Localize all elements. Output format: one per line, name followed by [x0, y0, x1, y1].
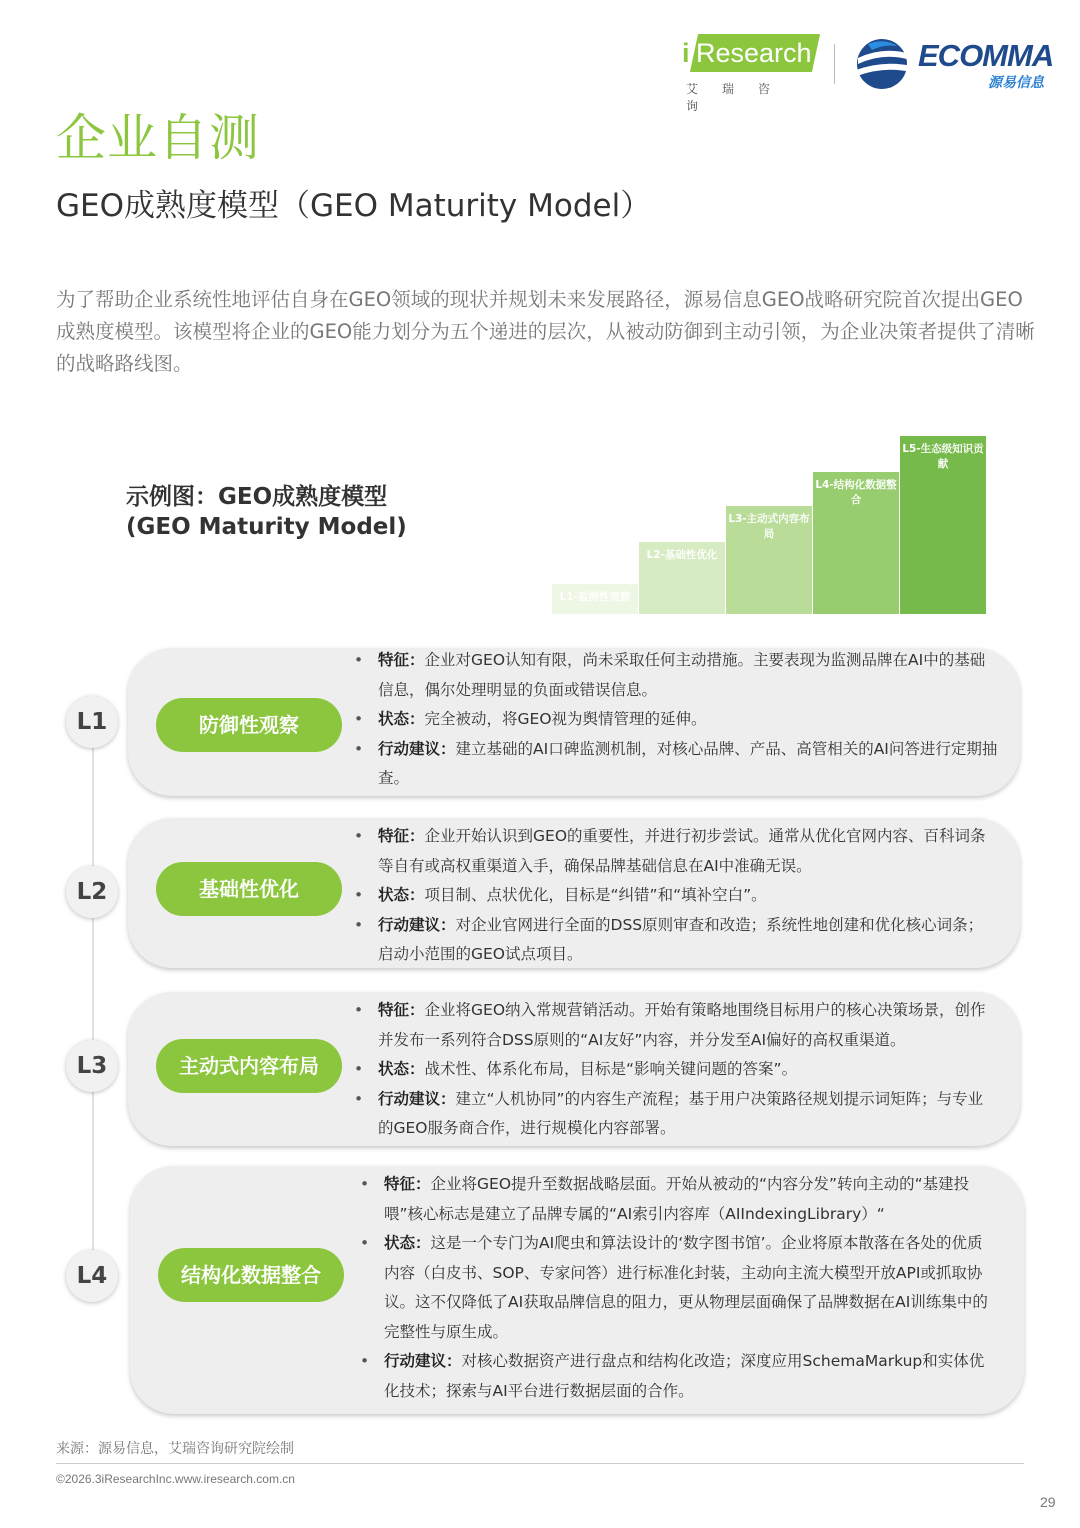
level-l4-state-key: 状态：	[384, 1234, 431, 1252]
level-l3-state	[378, 1055, 998, 1085]
step-l4-label: L4-结构化数据整合	[815, 479, 897, 506]
level-l4-name: 结构化数据整合	[158, 1248, 344, 1302]
ecomma-wordmark: ECOMMA	[918, 38, 1054, 73]
level-l1-action-key: 行动建议：	[378, 739, 456, 758]
iresearch-logo	[682, 34, 818, 113]
maturity-staircase	[550, 436, 990, 616]
step-l4	[813, 472, 899, 614]
source-note: 来源：源易信息，艾瑞咨询研究院绘制	[56, 1441, 294, 1457]
level-l1-details	[378, 646, 998, 794]
level-l4-details	[384, 1170, 998, 1406]
level-l2-badge: L2	[66, 866, 118, 918]
level-l1-state	[378, 705, 998, 735]
figure-title	[126, 482, 407, 542]
level-l3-badge: L3	[66, 1040, 118, 1092]
levels-connector-line	[92, 744, 94, 1254]
level-l2-action-key: 行动建议：	[378, 915, 456, 934]
page-subtitle: GEO成熟度模型（GEO Maturity Model）	[56, 188, 652, 224]
level-l1-name: 防御性观察	[156, 698, 342, 752]
level-l2-feature	[378, 822, 998, 881]
level-l4-badge: L4	[66, 1250, 118, 1302]
iresearch-logo-sub: 艾瑞咨询	[686, 82, 795, 113]
level-l2-action-text: 对企业官网进行全面的DSS原则审查和改造；系统性地创建和优化核心词条；启动小范围的GEO试点项目。	[378, 915, 984, 963]
step-l1-label: L1-监测性观察	[559, 591, 631, 603]
figure-title-line2: (GEO Maturity Model)	[126, 514, 407, 540]
page-title: 企业自测	[56, 109, 260, 167]
step-l2	[639, 542, 725, 614]
level-l3-name: 主动式内容布局	[156, 1039, 342, 1093]
footer-divider	[56, 1463, 1024, 1464]
level-l1-state-text: 完全被动，将GEO视为舆情管理的延伸。	[424, 710, 707, 728]
level-l2-action	[378, 911, 998, 970]
level-l3-feature-text: 企业将GEO纳入常规营销活动。开始有策略地围绕目标用户的核心决策场景，创作并发布一系列符合DSS原则的“AI友好”内容，并分发至AI偏好的高权重渠道。	[378, 1001, 986, 1049]
page-number: 29	[1040, 1494, 1056, 1510]
level-l2-feature-key: 特征：	[378, 827, 425, 845]
level-l1-feature	[378, 646, 998, 705]
level-l4-state	[384, 1229, 998, 1347]
step-l3-label: L3-主动式内容布局	[728, 513, 810, 540]
level-l1-badge: L1	[66, 696, 118, 748]
logo-divider	[834, 44, 835, 84]
ecomma-logo	[854, 36, 1054, 92]
level-l1-feature-key: 特征：	[378, 651, 425, 669]
level-l1-action	[378, 735, 998, 794]
iresearch-i-letter: i	[682, 38, 690, 68]
step-l3	[726, 506, 812, 614]
iresearch-wordmark	[684, 36, 818, 70]
ecomma-cn-name: 源易信息	[988, 75, 1044, 91]
step-l5-label: L5-生态级知识贡献	[902, 443, 984, 470]
level-l1-state-key: 状态：	[378, 710, 425, 728]
level-l2-state-key: 状态：	[378, 886, 425, 904]
level-l2-feature-text: 企业开始认识到GEO的重要性，并进行初步尝试。通常从优化官网内容、百科词条等自有或高权重渠道入手，确保品牌基础信息在AI中准确无误。	[378, 827, 986, 875]
level-l3-feature	[378, 996, 998, 1055]
level-l4-feature-text: 企业将GEO提升至数据战略层面。开始从被动的“内容分发”转向主动的“基建投喂”核心标志是建立了品牌专属的“AI索引内容库（AIIndexingLibrary）“	[384, 1175, 970, 1223]
level-l3-state-key: 状态：	[378, 1060, 425, 1078]
level-l3-feature-key: 特征：	[378, 1001, 425, 1019]
ecomma-globe-icon	[854, 36, 914, 92]
level-l2-details	[378, 822, 998, 970]
level-l4-action-text: 对核心数据资产进行盘点和结构化改造；深度应用SchemaMarkup和实体优化技术；探索与AI平台进行数据层面的合作。	[384, 1352, 985, 1400]
step-l1	[552, 584, 638, 614]
level-l2-state-text: 项目制、点状优化，目标是“纠错”和“填补空白”。	[424, 886, 767, 904]
level-l4-feature	[384, 1170, 998, 1229]
level-l3-action-key: 行动建议：	[378, 1089, 456, 1108]
iresearch-wordmark-text: Research	[696, 38, 812, 68]
level-l1-feature-text: 企业对GEO认知有限，尚未采取任何主动措施。主要表现为监测品牌在AI中的基础信息，偶尔处理明显的负面或错误信息。	[378, 651, 986, 699]
intro-paragraph: 为了帮助企业系统性地评估自身在GEO领域的现状并规划未来发展路径，源易信息GEO战略研究院首次提出GEO成熟度模型。该模型将企业的GEO能力划分为五个递进的层次，从被动防御到主动引领，为企业决策者提供了清晰的战略路线图。	[56, 288, 1035, 375]
step-l2-label: L2-基础性优化	[646, 549, 718, 561]
level-l3-details	[378, 996, 998, 1144]
level-l3-action	[378, 1085, 998, 1144]
level-l2-name: 基础性优化	[156, 862, 342, 916]
copyright: ©2026.3iResearchInc.www.iresearch.com.cn	[56, 1472, 295, 1486]
level-l1-action-text: 建立基础的AI口碑监测机制，对核心品牌、产品、高管相关的AI问答进行定期抽查。	[378, 739, 998, 787]
figure-title-line1: 示例图：GEO成熟度模型	[126, 484, 388, 510]
level-l4-state-text: 这是一个专门为AI爬虫和算法设计的‘数字图书馆’。企业将原本散落在各处的优质内容（白皮书、SOP、专家问答）进行标准化封装，主动向主流大模型开放API或抓取协议。这不仅降低了AI获取品牌信息的阻力，更从物理层面确保了品牌数据在AI训练集中的完整性与原生成。	[384, 1234, 988, 1341]
level-l4-action-key: 行动建议：	[384, 1352, 462, 1370]
level-l3-state-text: 战术性、体系化布局，目标是“影响关键问题的答案”。	[424, 1060, 798, 1078]
level-l2-state	[378, 881, 998, 911]
step-l5	[900, 436, 986, 614]
level-l4-action	[384, 1347, 998, 1406]
level-l4-feature-key: 特征：	[384, 1175, 431, 1193]
level-l3-action-text: 建立“人机协同”的内容生产流程；基于用户决策路径规划提示词矩阵；与专业的GEO服务商合作，进行规模化内容部署。	[378, 1089, 984, 1137]
